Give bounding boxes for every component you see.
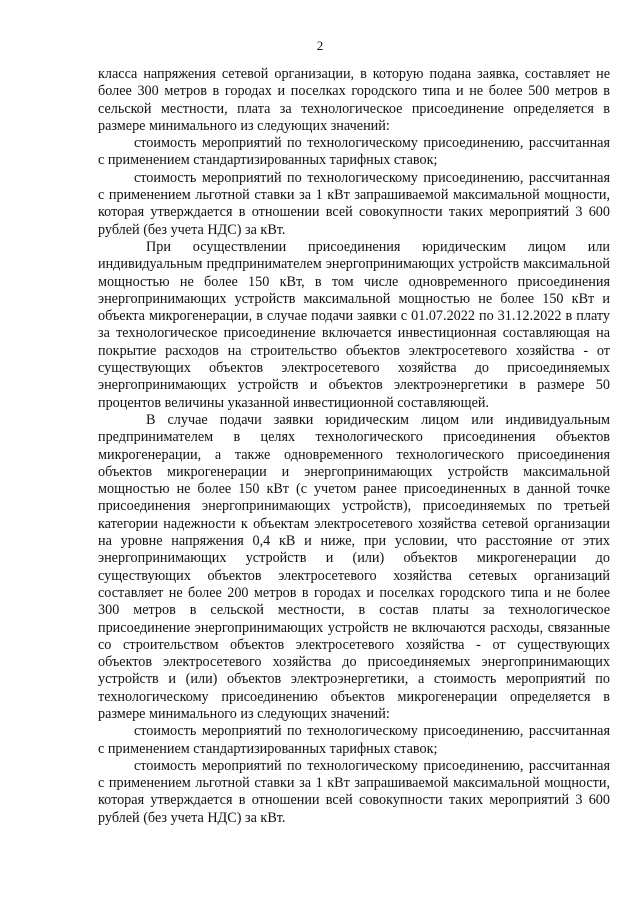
- paragraph-list-item: стоимость мероприятий по технологическому присоединению, рассчитанная с применением льготной ставки за 1 кВт запрашиваемой максимальной мощности, которая утверждается в отношении всей совокупности таких мероприятий 3 600 рублей (без учета НДС) за кВт.: [98, 169, 610, 238]
- paragraph-list-item: стоимость мероприятий по технологическому присоединению, рассчитанная с применением льготной ставки за 1 кВт запрашиваемой максимальной мощности, которая утверждается в отношении всей совокупности таких мероприятий 3 600 рублей (без учета НДС) за кВт.: [98, 757, 610, 826]
- page-number: 2: [316, 38, 324, 53]
- paragraph-list-item: стоимость мероприятий по технологическому присоединению, рассчитанная с применением стандартизированных тарифных ставок;: [98, 723, 610, 757]
- document-body: [98, 66, 610, 827]
- paragraph: В случае подачи заявки юридическим лицом или индивидуальным предпринимателем в целях технологического присоединения объектов микрогенерации, а также одновременного технологического присоединения объектов микрогенерации и энергопринимающих устройств максимальной мощностью не более 150 кВт (с учетом ранее присоединенных в данной точке присоединения энергопринимающих устройств), присоединяемых по третьей категории надежности к объектам электросетевого хозяйства сетевой организации на уровне напряжения 0,4 кВ и ниже, при условии, что расстояние от этих энергопринимающих устройств и (или) объектов микрогенерации до существующих объектов электросетевого хозяйства сетевых организаций составляет не более 200 метров в городах и поселках городского типа и не более 300 метров в сельской местности, в состав платы за технологическое присоединение энергопринимающих устройств не включаются расходы, связанные со строительством объектов электросетевого хозяйства - от существующих объектов электросетевого хозяйства до присоединяемых энергопринимающих устройств и (или) объектов электроэнергетики, а стоимость мероприятий по технологическому присоединению объектов микрогенерации определяется в размере минимального из следующих значений:: [98, 411, 610, 722]
- paragraph: При осуществлении присоединения юридическим лицом или индивидуальным предпринимателем энергопринимающих устройств максимальной мощностью не более 150 кВт, в том числе одновременного присоединения энергопринимающих устройств максимальной мощностью не более 150 кВт и объекта микрогенерации, в случае подачи заявки с 01.07.2022 по 31.12.2022 в плату за технологическое присоединение включается инвестиционная составляющая на покрытие расходов на строительство объектов электросетевого хозяйства - от существующих объектов электросетевого хозяйства до присоединяемых энергопринимающих устройств и объектов электроэнергетики в размере 50 процентов величины указанной инвестиционной составляющей.: [98, 238, 610, 411]
- paragraph-list-item: стоимость мероприятий по технологическому присоединению, рассчитанная с применением стандартизированных тарифных ставок;: [98, 135, 610, 169]
- paragraph-continuation: класса напряжения сетевой организации, в которую подана заявка, составляет не более 300 метров в городах и поселках городского типа и не более 500 метров в сельской местности, плата за технологическое присоединение определяется в размере минимального из следующих значений:: [98, 66, 610, 134]
